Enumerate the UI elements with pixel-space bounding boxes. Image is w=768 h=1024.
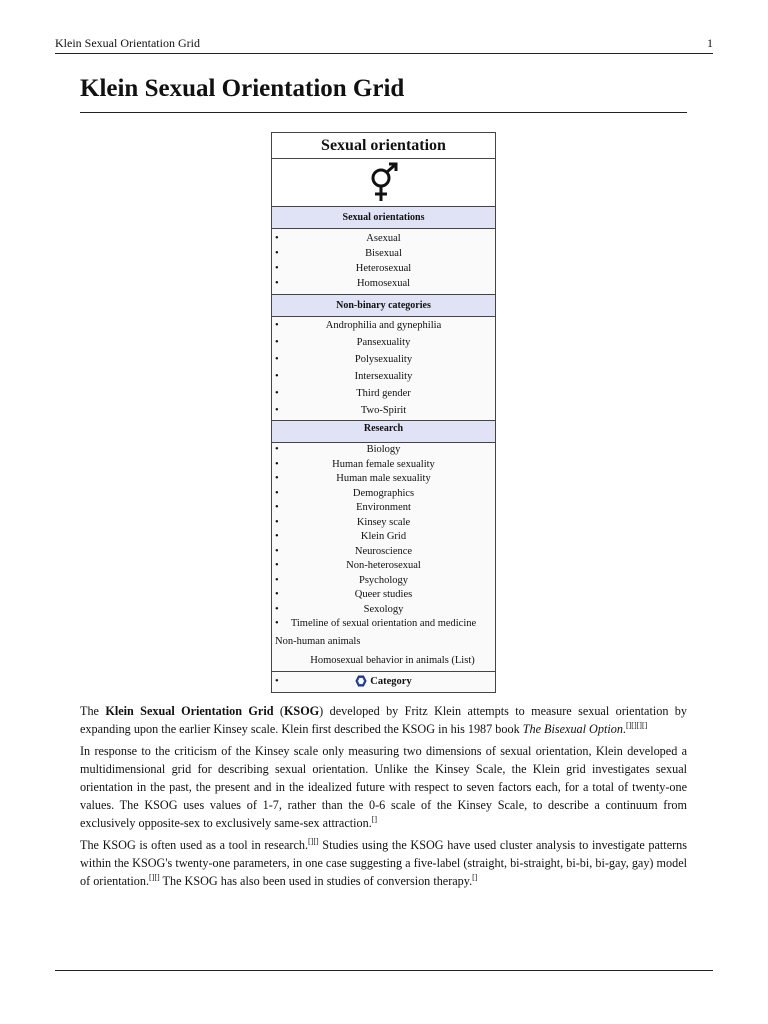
list-item[interactable]: • Psychology <box>275 574 408 586</box>
list-item[interactable]: • Human male sexuality <box>275 473 431 484</box>
list-item[interactable]: • Demographics <box>275 487 415 499</box>
citation[interactable]: [] <box>472 872 478 882</box>
list-item[interactable]: • Kinsey scale <box>275 516 411 528</box>
list-item[interactable]: • Androphilia and gynephilia <box>275 320 442 331</box>
list-item[interactable]: • Intersexuality <box>275 371 413 382</box>
category-icon <box>355 675 367 687</box>
infobox <box>271 132 496 693</box>
paragraph-1: The Klein Sexual Orientation Grid (KSOG) developed by Fritz Klein attempts to measure sexual orientation by expanding upon the earlier Kinsey scale. Klein first described the KSOG in his 1987 book The Bisexual Option.[][][][] <box>80 704 687 736</box>
list-item[interactable]: • Environment <box>275 502 411 513</box>
infobox-title: Sexual orientation <box>272 133 495 159</box>
list-item[interactable]: • Timeline of sexual orientation and medicine <box>275 618 477 629</box>
list-item[interactable]: • Non-heterosexual <box>275 560 421 571</box>
list-item[interactable]: • Third gender <box>275 388 411 399</box>
intersex-symbol-icon <box>364 162 404 204</box>
list-item[interactable]: • Two-Spirit <box>275 405 407 416</box>
list-item[interactable]: • Klein Grid <box>275 531 407 542</box>
page-number: 1 <box>707 36 713 50</box>
citation[interactable]: [][] <box>149 872 160 882</box>
list-item[interactable]: • Asexual <box>275 233 401 244</box>
list-item[interactable]: • Pansexuality <box>275 337 411 348</box>
non-human-animals-item[interactable]: Homosexual behavior in animals (List) <box>310 654 475 666</box>
list-item[interactable]: • Queer studies <box>275 589 413 600</box>
page-title: Klein Sexual Orientation Grid <box>80 74 687 113</box>
citation[interactable]: [][][][] <box>625 720 648 730</box>
list-item[interactable]: • Sexology <box>275 603 404 615</box>
list-item[interactable]: • Homosexual <box>275 278 411 289</box>
article-body <box>80 702 687 894</box>
category-link[interactable]: • Category <box>275 675 412 687</box>
running-header <box>55 36 713 54</box>
running-header-title: Klein Sexual Orientation Grid <box>55 36 200 50</box>
list-item[interactable]: • Polysexuality <box>275 354 413 365</box>
list-item[interactable]: • Neuroscience <box>275 545 413 557</box>
list-item[interactable]: • Heterosexual <box>275 263 412 274</box>
list-sexual-orientations <box>272 229 495 295</box>
infobox-symbol <box>272 159 495 207</box>
footer-rule <box>55 970 713 971</box>
list-non-binary <box>272 317 495 421</box>
list-research <box>272 443 495 672</box>
list-item[interactable]: • Biology <box>275 444 401 455</box>
category-label[interactable]: Category <box>370 675 412 687</box>
non-human-animals-label: Non-human animals <box>275 635 361 647</box>
list-item[interactable]: • Human female sexuality <box>275 458 435 470</box>
citation[interactable]: [] <box>371 814 378 824</box>
section-heading-non-binary: Non-binary categories <box>272 295 495 317</box>
citation[interactable]: [][] <box>308 836 319 846</box>
section-heading-sexual-orientations: Sexual orientations <box>272 207 495 229</box>
section-heading-research: Research <box>272 421 495 443</box>
list-item[interactable]: • Bisexual <box>275 248 402 259</box>
paragraph-2: In response to the criticism of the Kinsey scale only measuring two dimensions of sexual orientation, Klein developed a multidimensional grid for describing sexual orientation. Unlike the Kinsey Scale, the Klein grid investigates sexual orientation in the past, the present and in the idealized future with respect to seven factors each, for a total of twenty-one values. The KSOG uses values of 1-7, rather than the 0-6 scale of the Kinsey Scale, to describe a continuum from exclusively opposite-sex to exclusively same-sex attraction.[] <box>80 744 687 830</box>
paragraph-3: The KSOG is often used as a tool in research.[][] Studies using the KSOG have used cluster analysis to investigate patterns within the KSOG's twenty-one parameters, in one case suggesting a five-label (straight, bi-straight, bi-bi, bi-gay, gay) model of orientation.[][] The KSOG has also been used in studies of conversion therapy.[] <box>80 836 688 888</box>
